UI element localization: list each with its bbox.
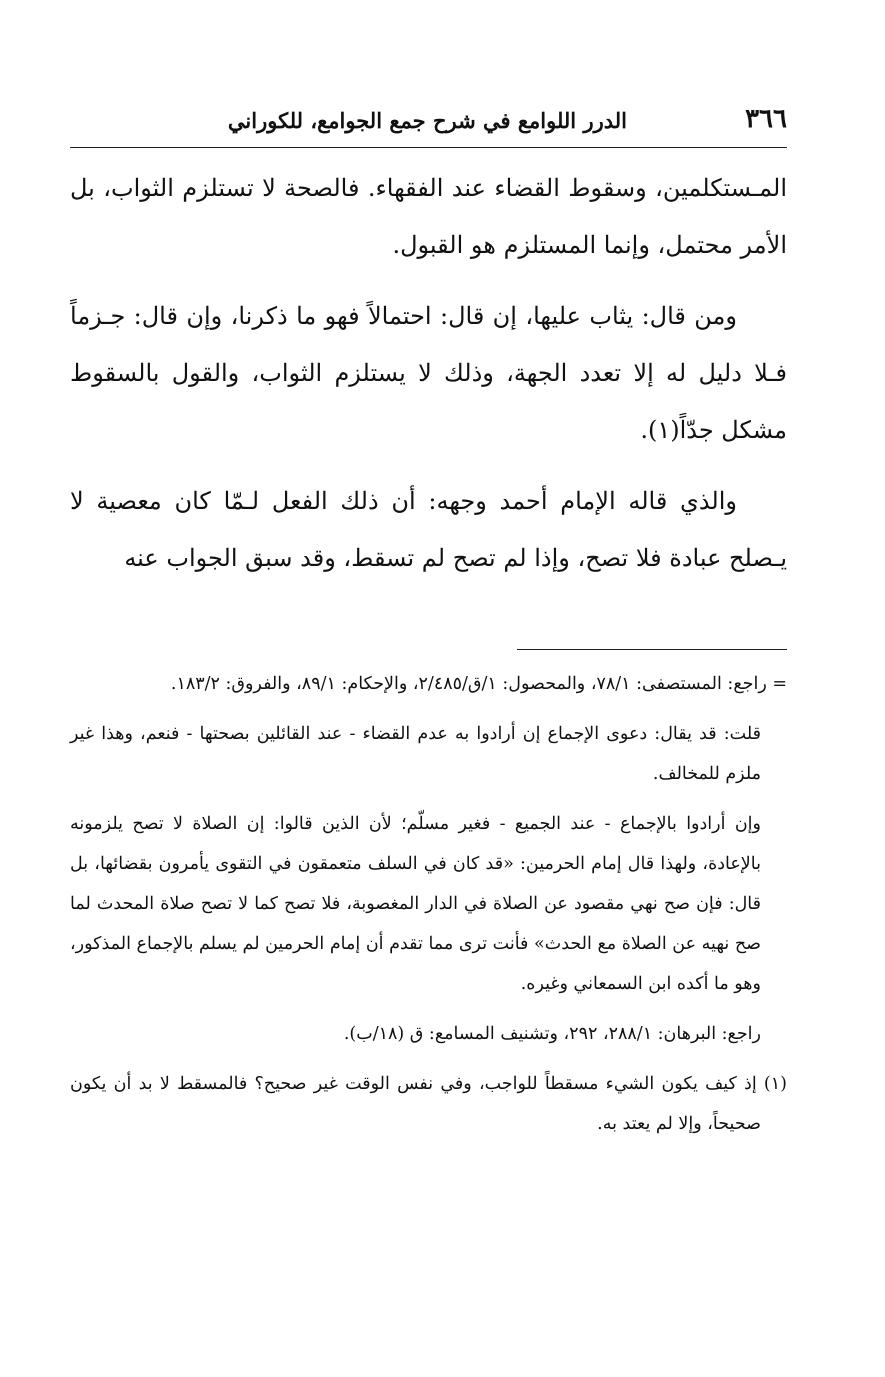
running-title: الدرر اللوامع في شرح جمع الجوامع، للكوراني [227, 108, 627, 133]
footnote-paragraph: راجع: البرهان: ٢٨٨/١، ٢٩٢، وتشنيف المسامع: ق (١٨/ب). [343, 1024, 761, 1044]
page-number: ٣٦٦ [745, 104, 787, 134]
page-header [70, 104, 787, 144]
footnote-rule [517, 649, 787, 650]
footnote-paragraph: قلت: قد يقال: دعوى الإجماع إن أرادوا به عدم القضاء - عند القائلين بصحتها - فنعم، وهذا غير ملزم للمخالف. [70, 724, 761, 784]
footnote-1: (١) إذ كيف يكون الشيء مسقطاً للواجب، وفي نفس الوقت غير صحيح؟ فالمسقط لا بد أن يكون صحيحاً، وإلا لم يعتد به. [70, 1074, 787, 1134]
main-paragraph-3: والذي قاله الإمام أحمد وجهه: أن ذلك الفعل لـمّا كان معصية لا يـصلح عبادة فلا تصح، وإذا لم تصح لم تسقط، وقد سبق الجواب عنه [70, 487, 787, 572]
header-rule [70, 147, 787, 148]
main-paragraph-1: المـستكلمين، وسقوط القضاء عند الفقهاء. فالصحة لا تستلزم الثواب، بل الأمر محتمل، وإنما المستلزم هو القبول. [70, 174, 787, 259]
footnote-continued: = راجع: المستصفى: ٧٨/١، والمحصول: ١/ق/٢/٤٨٥، والإحكام: ٨٩/١، والفروق: ١٨٣/٢. [170, 674, 787, 694]
main-text [70, 160, 787, 601]
footnote-paragraph: وإن أرادوا بالإجماع - عند الجميع - فغير مسلّم؛ لأن الذين قالوا: إن الصلاة لا تصح يلزمونه بالإعادة، ولهذا قال إمام الحرمين: «قد كان في السلف متعمقون في التقوى يأمرون بقضائها، بل قال: فإن صح نهي مقصود عن الصلاة في الدار المغصوبة، فلا تصح كما لا تصح صلاة المحدث لما صح نهيه عن الصلاة مع الحدث» فأنت ترى مما تقدم أن إمام الحرمين لم يسلم بالإجماع المذكور، وهو ما أكده ابن السمعاني وغيره. [70, 814, 761, 994]
footnotes [70, 664, 787, 1154]
main-paragraph-2: ومن قال: يثاب عليها، إن قال: احتمالاً فهو ما ذكرنا، وإن قال: جـزماً فـلا دليل له إلا تعدد الجهة، وذلك لا يستلزم الثواب، والقول بالسقوط مشكل جدّاً(١). [70, 302, 787, 444]
